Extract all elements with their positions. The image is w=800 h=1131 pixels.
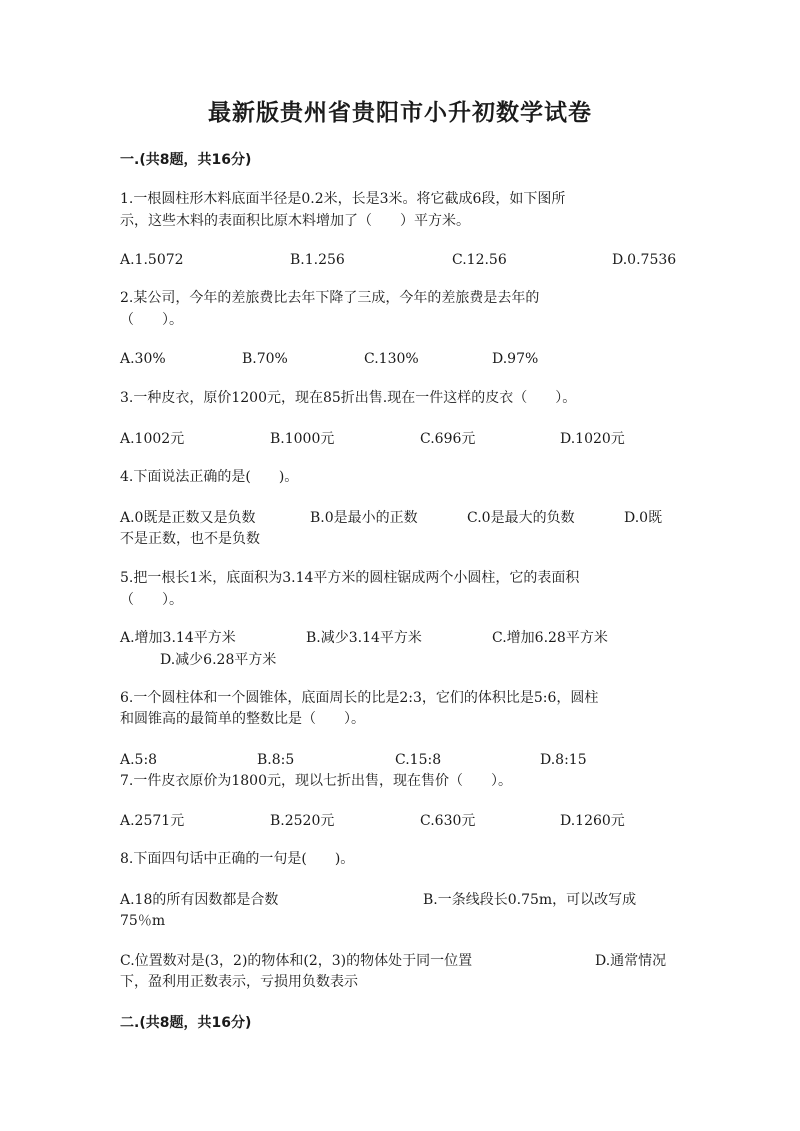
question-4-text: 4.下面说法正确的是( )。 xyxy=(120,469,299,485)
q7-option-d: D.1260元 xyxy=(560,813,625,829)
q6-option-b: B.8:5 xyxy=(257,752,295,768)
section-heading-1: 一.(共8题，共16分) xyxy=(120,152,252,168)
section-heading-2: 二.(共8题，共16分) xyxy=(120,1015,252,1031)
q5-option-b: B.减少3.14平方米 xyxy=(306,630,422,646)
q2-option-c: C.130% xyxy=(364,351,419,367)
q3-option-b: B.1000元 xyxy=(270,431,335,447)
q8-option-b: B.一条线段长0.75m，可以改写成 xyxy=(423,892,637,908)
q1-option-d: D.0.7536 xyxy=(612,252,677,268)
q5-option-a: A.增加3.14平方米 xyxy=(120,630,236,646)
q1-option-c: C.12.56 xyxy=(452,252,507,268)
q4-option-d-cont: 不是正数，也不是负数 xyxy=(120,531,260,547)
question-5-text: 5.把一根长1米，底面积为3.14平方米的圆柱锯成两个小圆柱，它的表面积 xyxy=(120,570,580,586)
q5-option-c: C.增加6.28平方米 xyxy=(492,630,608,646)
q8-option-d: D.通常情况 xyxy=(595,953,667,969)
q2-option-a: A.30% xyxy=(120,351,166,367)
q6-option-a: A.5:8 xyxy=(120,752,158,768)
page-title: 最新版贵州省贵阳市小升初数学试卷 xyxy=(208,100,592,126)
q8-option-a: A.18的所有因数都是合数 xyxy=(120,892,279,908)
q4-option-a: A.0既是正数又是负数 xyxy=(120,510,256,526)
q4-option-d: D.0既 xyxy=(624,510,663,526)
q3-option-d: D.1020元 xyxy=(560,431,625,447)
question-2-text-cont: （ ）。 xyxy=(120,312,183,328)
q8-option-c: C.位置数对是(3，2)的物体和(2，3)的物体处于同一位置 xyxy=(120,953,473,969)
q2-option-d: D.97% xyxy=(492,351,539,367)
q7-option-c: C.630元 xyxy=(420,813,476,829)
question-3-text: 3.一种皮衣，原价1200元，现在85折出售.现在一件这样的皮衣（ ）。 xyxy=(120,390,577,406)
q4-option-c: C.0是最大的负数 xyxy=(467,510,575,526)
question-6-text: 6.一个圆柱体和一个圆锥体，底面周长的比是2:3，它们的体积比是5:6，圆柱 xyxy=(120,690,599,706)
question-7-text: 7.一件皮衣原价为1800元，现以七折出售，现在售价（ ）。 xyxy=(120,773,512,789)
q1-option-a: A.1.5072 xyxy=(120,252,184,268)
q6-option-d: D.8:15 xyxy=(540,752,587,768)
q7-option-b: B.2520元 xyxy=(270,813,335,829)
question-5-text-cont: （ ）。 xyxy=(120,592,183,608)
q3-option-a: A.1002元 xyxy=(120,431,185,447)
q8-option-d-cont: 下，盈利用正数表示，亏损用负数表示 xyxy=(120,974,358,990)
q1-option-b: B.1.256 xyxy=(290,252,345,268)
question-6-text-cont: 和圆锥高的最简单的整数比是（ ）。 xyxy=(120,711,365,727)
q6-option-c: C.15:8 xyxy=(395,752,442,768)
q4-option-b: B.0是最小的正数 xyxy=(310,510,418,526)
q7-option-a: A.2571元 xyxy=(120,813,185,829)
question-1-text: 1.一根圆柱形木料底面半径是0.2米，长是3米。将它截成6段，如下图所 xyxy=(120,191,566,207)
q2-option-b: B.70% xyxy=(242,351,288,367)
q8-option-b-cont: 75％m xyxy=(120,913,166,929)
q3-option-c: C.696元 xyxy=(420,431,476,447)
question-2-text: 2.某公司，今年的差旅费比去年下降了三成，今年的差旅费是去年的 xyxy=(120,290,540,306)
question-1-text-cont: 示，这些木料的表面积比原木料增加了（ ）平方米。 xyxy=(120,213,470,229)
q5-option-d: D.减少6.28平方米 xyxy=(160,652,277,668)
question-8-text: 8.下面四句话中正确的一句是( )。 xyxy=(120,851,355,867)
